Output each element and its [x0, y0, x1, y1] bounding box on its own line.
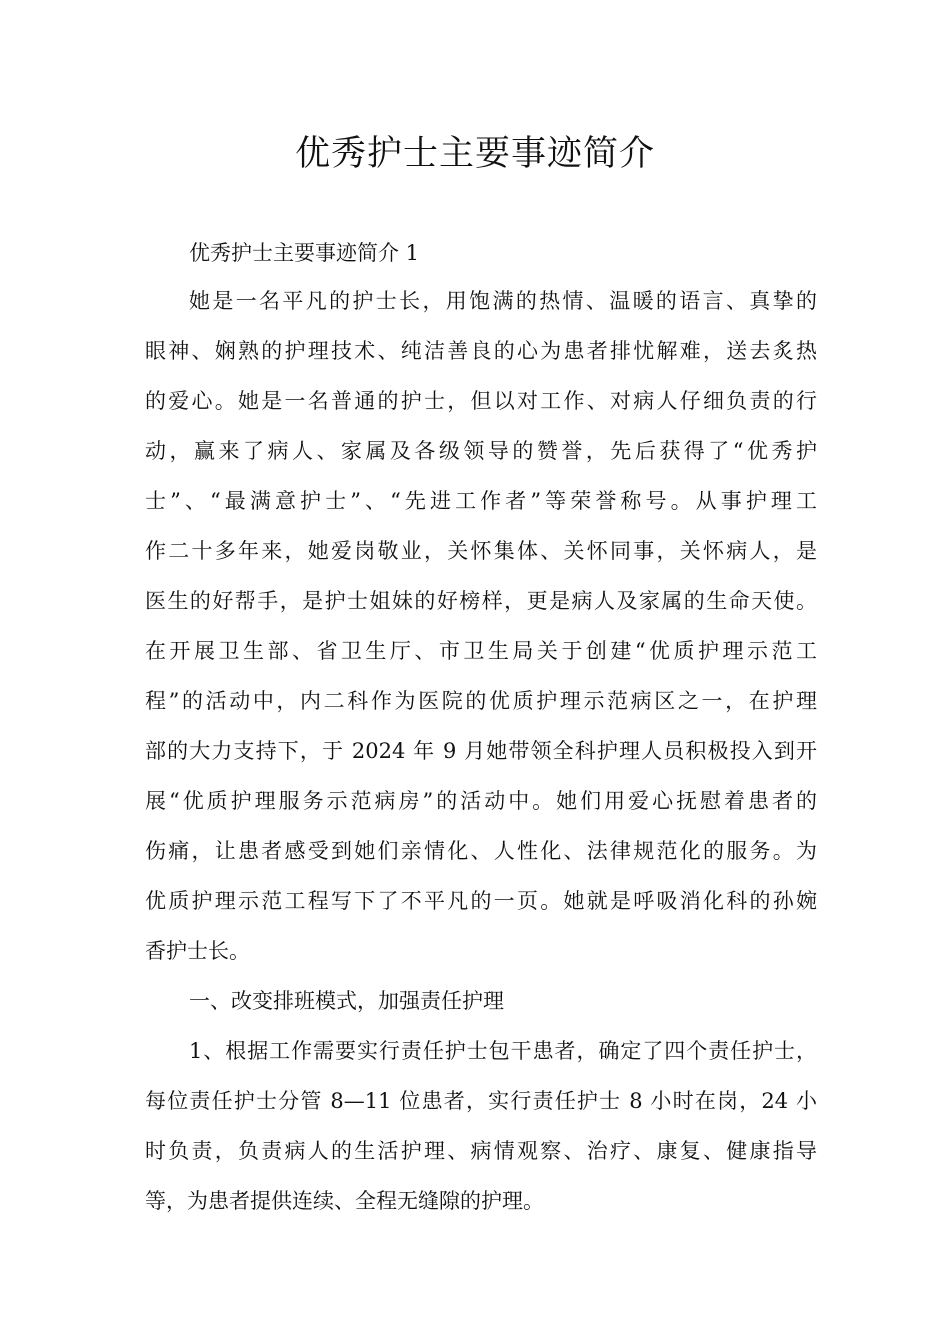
item-line: 1、根据工作需要实行责任护士包干患者，确定了四个责任护士， — [189, 1039, 817, 1063]
item-line: 时负责，负责病人的生活护理、病情观察、治疗、康复、健康指导 — [145, 1139, 817, 1163]
paragraph-line: 作二十多年来，她爱岗敬业，关怀集体、关怀同事，关怀病人，是 — [145, 539, 817, 563]
section-heading: 优秀护士主要事迹简介 1 — [189, 241, 420, 265]
paragraph-line: 的爱心。她是一名普通的护士，但以对工作、对病人仔细负责的行 — [145, 389, 817, 413]
paragraph-line: 伤痛，让患者感受到她们亲情化、人性化、法律规范化的服务。为 — [145, 839, 817, 863]
paragraph-line: 部的大力支持下，于 2024 年 9 月她带领全科护理人员积极投入到开 — [145, 739, 817, 763]
paragraph-line: 展“优质护理服务示范病房”的活动中。她们用爱心抚慰着患者的 — [145, 789, 817, 813]
paragraph-line: 她是一名平凡的护士长，用饱满的热情、温暖的语言、真挚的 — [189, 289, 817, 313]
paragraph-line: 香护士长。 — [145, 939, 250, 963]
paragraph-line: 程”的活动中，内二科作为医院的优质护理示范病区之一，在护理 — [145, 689, 817, 713]
item-line: 等，为患者提供连续、全程无缝隙的护理。 — [145, 1189, 544, 1213]
paragraph-line: 眼神、娴熟的护理技术、纯洁善良的心为患者排忧解难，送去炙热 — [145, 339, 817, 363]
paragraph-line: 动，赢来了病人、家属及各级领导的赞誉，先后获得了“优秀护 — [145, 439, 817, 463]
paragraph-line: 在开展卫生部、省卫生厅、市卫生局关于创建“优质护理示范工 — [145, 639, 817, 663]
item-line: 每位责任护士分管 8—11 位患者，实行责任护士 8 小时在岗，24 小 — [145, 1089, 817, 1113]
paragraph-line: 士”、“最满意护士”、“先进工作者”等荣誉称号。从事护理工 — [145, 489, 817, 513]
subheading: 一、改变排班模式，加强责任护理 — [189, 989, 504, 1013]
paragraph-line: 医生的好帮手，是护士姐妹的好榜样，更是病人及家属的生命天使。 — [145, 589, 817, 613]
document-title: 优秀护士主要事迹简介 — [294, 134, 655, 174]
paragraph-line: 优质护理示范工程写下了不平凡的一页。她就是呼吸消化科的孙婉 — [145, 889, 817, 913]
